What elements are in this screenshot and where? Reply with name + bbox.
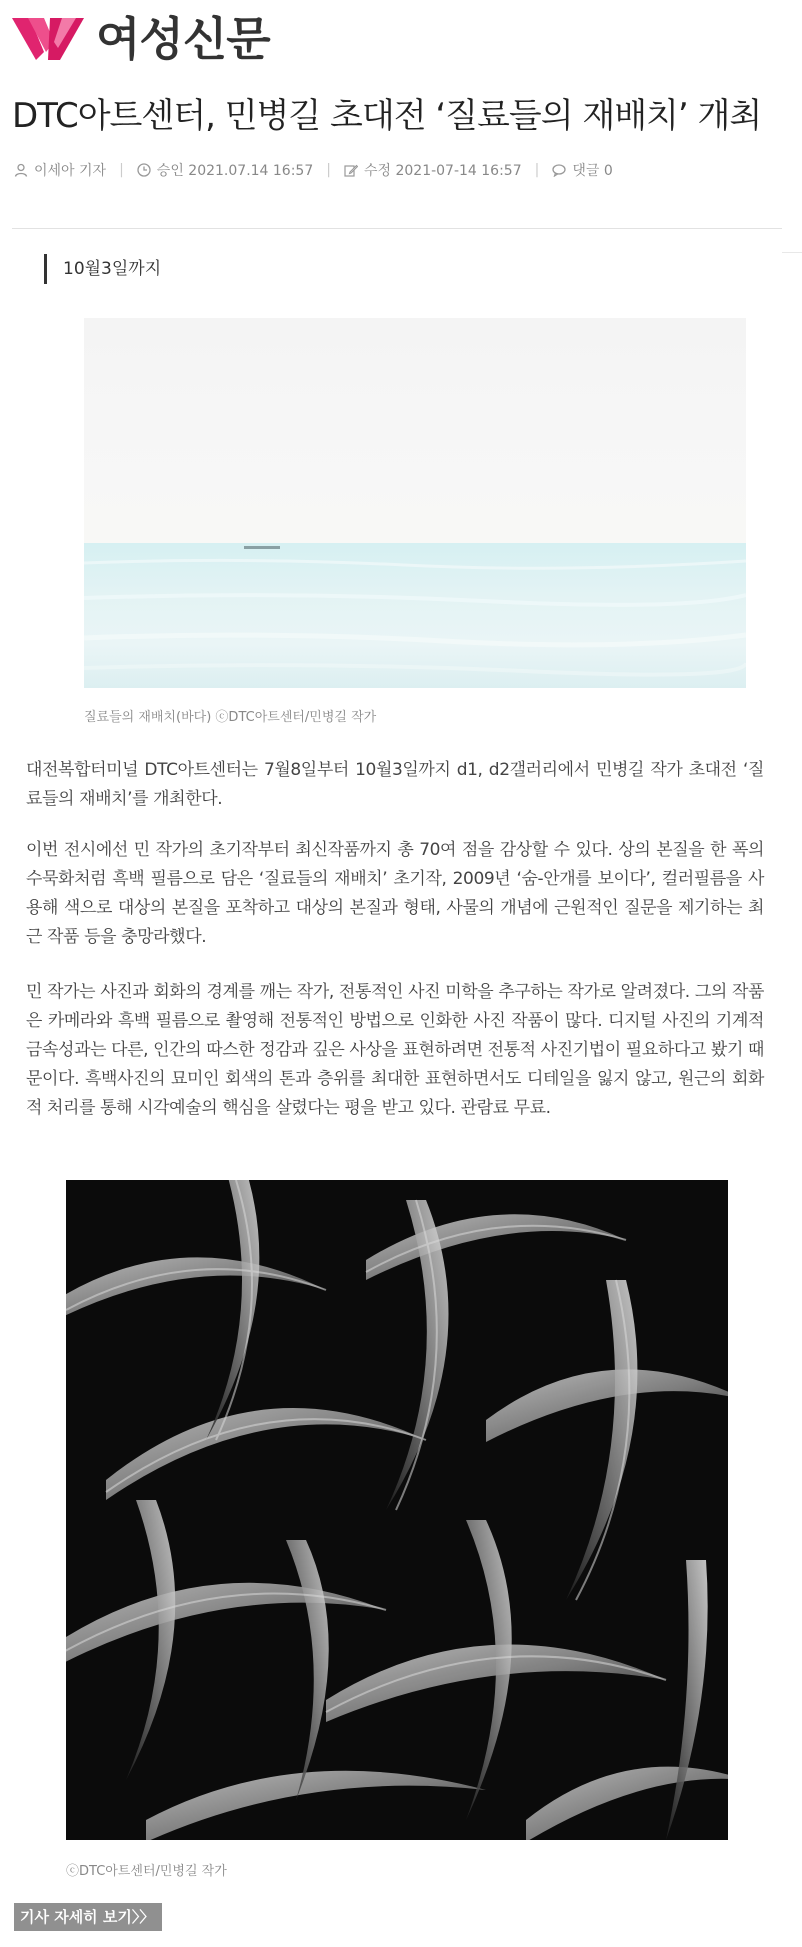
grass-leaves: [66, 1180, 728, 1840]
wy-logo-icon: [10, 14, 86, 64]
article-paragraph: 이번 전시에선 민 작가의 초기작부터 최신작품까지 총 70여 점을 감상할 수 있다. 상의 본질을 한 폭의 수묵화처럼 흑백 필름으로 담은 ‘질료들의 재배치’ 초기작, 2009년 ‘숨-안개를 보이다’, 컬러필름을 사용해 색으로 대상의 본질을 포착하고 대상의 본질과 형태, 사물의 개념에 근원적인 질문을 제기하는 최근 작품 등을 충망라했다.: [26, 840, 764, 947]
photo-sea: [84, 543, 746, 688]
approved-date-text: 승인 2021.07.14 16:57: [156, 163, 314, 179]
comment-count[interactable]: [552, 160, 612, 180]
meta-divider: |: [534, 162, 540, 178]
article-photo-sea[interactable]: [84, 318, 746, 688]
modified-date: [344, 160, 522, 180]
comment-icon: [552, 163, 566, 177]
photo-ship: [244, 546, 280, 549]
side-divider: [782, 252, 802, 253]
header-divider: [12, 228, 782, 229]
read-more-button[interactable]: 기사 자세히 보기〉〉: [14, 1903, 162, 1931]
article-paragraph: 대전복합터미널 DTC아트센터는 7월8일부터 10월3일까지 d1, d2갤러리에서 민병길 작가 초대전 ‘질료들의 재배치’를 개최한다.: [26, 760, 764, 809]
site-logo[interactable]: [10, 14, 270, 64]
article-photo-grass[interactable]: [66, 1180, 728, 1840]
photo-caption: 질료들의 재배치(바다) ⓒDTC아트센터/민병길 작가: [84, 710, 377, 725]
logo-text: 여성신문: [96, 12, 270, 66]
clock-icon: [137, 163, 151, 177]
article-meta: [14, 160, 613, 180]
photo-caption: ⓒDTC아트센터/민병길 작가: [66, 1864, 227, 1879]
article-paragraph: 민 작가는 사진과 회화의 경계를 깨는 작가, 전통적인 사진 미학을 추구하는 작가로 알려졌다. 그의 작품은 카메라와 흑백 필름으로 촬영해 전통적인 방법으로 인화한 사진 작품이 많다. 디지털 사진의 기계적 금속성과는 다른, 인간의 따스한 정감과 깊은 사상을 표현하려면 전통적 사진기법이 필요하다고 봤기 때문이다. 흑백사진의 묘미인 회색의 톤과 층위를 최대한 표현하면서도 디테일을 잃지 않고, 원근의 회화적 처리를 통해 시각예술의 핵심을 살렸다는 평을 받고 있다. 관람료 무료.: [26, 982, 764, 1118]
meta-divider: |: [119, 162, 124, 178]
person-icon: [14, 163, 28, 177]
edit-icon: [344, 163, 358, 177]
approved-date: [137, 160, 313, 180]
reporter[interactable]: [14, 160, 106, 180]
article-subheadline: 10월3일까지: [44, 254, 161, 284]
reporter-name: 이세아 기자: [34, 163, 107, 179]
modified-date-text: 수정 2021-07-14 16:57: [363, 163, 522, 179]
comment-count-text: 댓글 0: [572, 163, 613, 179]
photo-sky: [84, 318, 746, 543]
meta-divider: |: [326, 162, 331, 178]
article-headline: DTC아트센터, 민병길 초대전 ‘질료들의 재배치’ 개최: [12, 96, 762, 136]
